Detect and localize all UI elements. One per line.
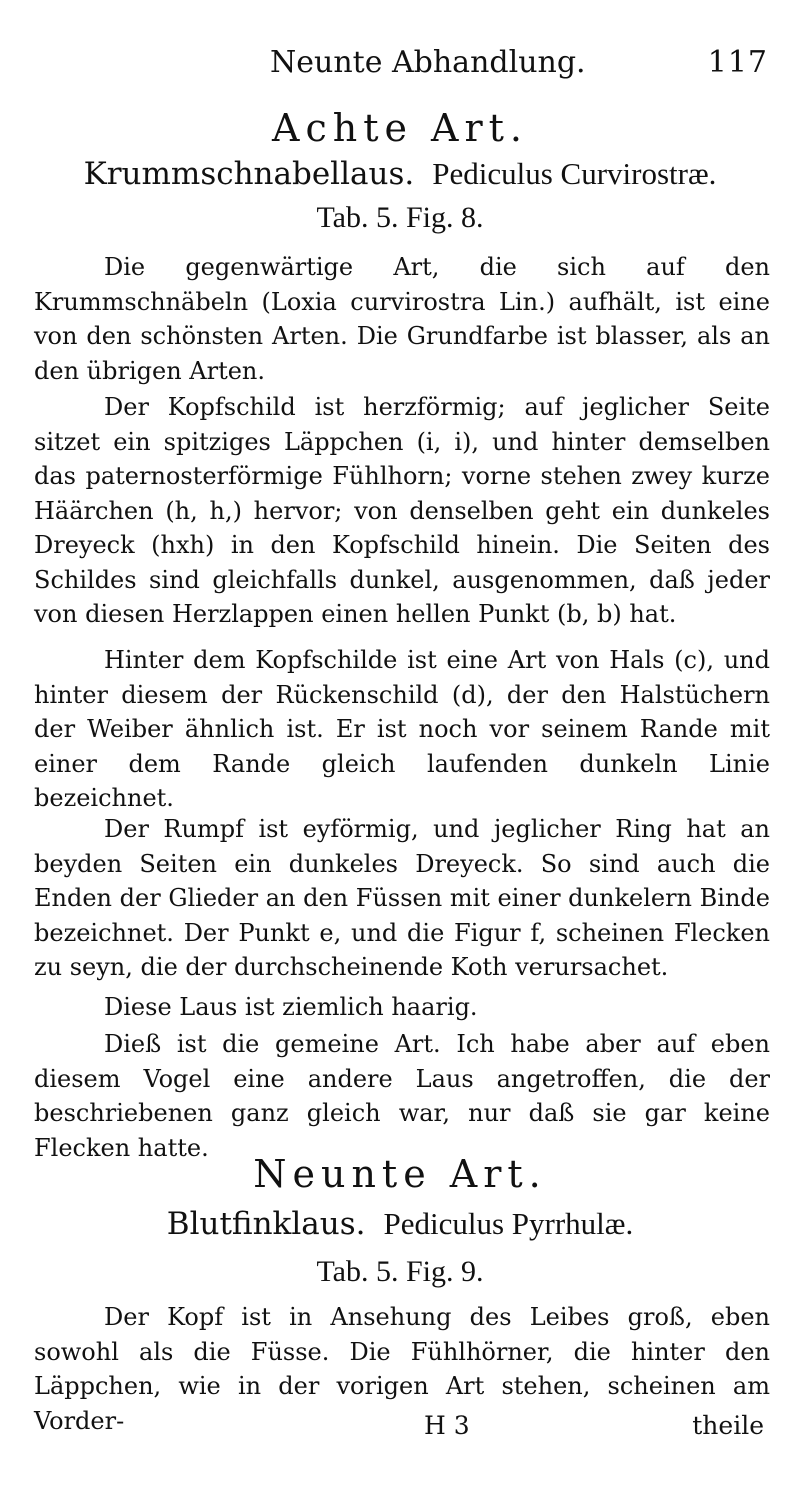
plate-reference: Tab. 5. Fig. 8.	[316, 201, 484, 234]
paragraph: Diese Laus ist ziemlich haarig.	[104, 993, 478, 1021]
paragraph: Die gegenwärtige Art, die sich auf den Krummschnäbeln (Loxia curvirostra Lin.) aufhält, ist eine von den schönsten Arten. Die Grundfarbe ist blasser, als an den übrigen Arten.	[34, 253, 770, 385]
paragraph: Dieß ist die gemeine Art. Ich habe aber auf eben diesem Vogel eine andere Laus angetroffen, die der beschriebenen ganz gleich war, nur daß sie gar keine Flecken hatte.	[34, 1030, 770, 1162]
section-title-achte-art: Achte Art.	[272, 106, 528, 150]
species-name: Krummschnabellaus.	[83, 156, 415, 192]
paragraph: Der Rumpf ist eyförmig, und jeglicher Ring hat an beyden Seiten ein dunkeles Dreyeck. So sind auch die Enden der Glieder an den Füssen mit einer dunkelern Binde bezeichnet. Der Punkt e, und die Figur f, scheinen Flecken zu seyn, die der durchscheinende Koth verursachet.	[34, 815, 770, 981]
latin-name: Pediculus Pyrrhulæ.	[383, 1206, 634, 1241]
latin-name: Pediculus Curvirostræ.	[432, 156, 717, 191]
section-title-neunte-art: Neunte Art.	[253, 1152, 547, 1196]
paragraph: Hinter dem Kopfschilde ist eine Art von Hals (c), und hinter diesem der Rückenschild (d), der den Halstüchern der Weiber ähnlich ist. Er ist noch vor seinem Rande mit einer dem Rande gleich laufenden dunkeln Linie bezeichnet.	[34, 646, 770, 812]
paragraph: Der Kopfschild ist herzförmig; auf jeglicher Seite sitzet ein spitziges Läppchen (i, i), und hinter demselben das paternosterförmige Fühlhorn; vorne stehen zwey kurze Häärchen (h, h,) hervor; von denselben geht ein dunkeles Dreyeck (hxh) in den Kopfschild hinein. Die Seiten des Schildes sind gleichfalls dunkel, ausgenommen, daß jeder von diesen Herzlappen einen hellen Punkt (b, b) hat.	[34, 393, 770, 628]
paragraph: Der Kopf ist in Ansehung des Leibes groß, eben sowohl als die Füsse. Die Fühlhörner, die hinter den Läppchen, wie in der vorigen Art stehen, scheinen am Vorder-	[34, 1303, 770, 1435]
page-footer	[34, 1408, 770, 1448]
catchword: theile	[692, 1411, 764, 1440]
signature-mark: H 3	[424, 1411, 470, 1440]
species-name: Blutfinklaus.	[166, 1206, 366, 1242]
species-title-blutfinklaus	[0, 1203, 800, 1245]
page-number: 117	[707, 45, 768, 80]
plate-reference: Tab. 5. Fig. 9.	[316, 1255, 484, 1288]
species-title-krummschnabellaus	[0, 153, 800, 195]
page-header	[40, 42, 768, 84]
running-title: Neunte Abhandlung.	[270, 45, 586, 80]
